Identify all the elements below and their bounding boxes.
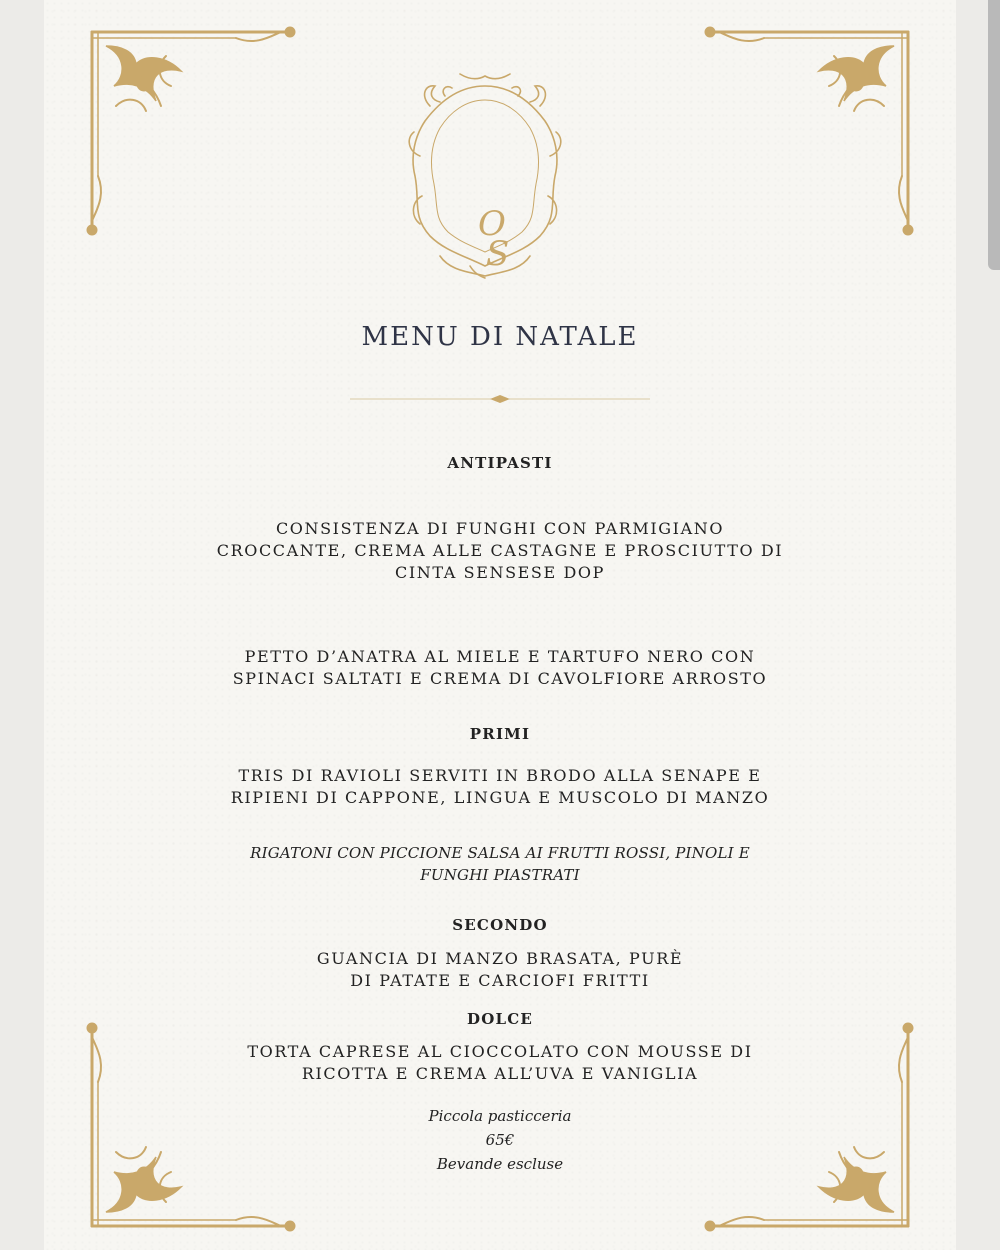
menu-title: MENU DI NATALE: [361, 322, 639, 352]
ornamental-corner-icon: [704, 26, 914, 236]
dish-line: TRIS DI RAVIOLI SERVITI IN BRODO ALLA SENAPE E: [238, 766, 762, 785]
dish-line: RICOTTA E CREMA ALL’UVA E VANIGLIA: [301, 1064, 699, 1083]
dish-antipasti-1: [0, 518, 1000, 584]
monogram-letter: S: [486, 234, 510, 274]
section-heading-dolce: DOLCE: [467, 1010, 533, 1028]
dish-line: CROCCANTE, CREMA ALLE CASTAGNE E PROSCIUTTO DI: [216, 541, 784, 560]
pastry-note: Piccola pasticceria: [428, 1107, 572, 1125]
dish-line: CINTA SENSESE DOP: [395, 563, 605, 582]
dish-line: TORTA CAPRESE AL CIOCCOLATO CON MOUSSE DI: [247, 1042, 753, 1061]
section-heading-primi: PRIMI: [469, 725, 531, 743]
dish-line: RIGATONI CON PICCIONE SALSA AI FRUTTI ROSSI, PINOLI E: [250, 844, 750, 862]
scrollbar[interactable]: [988, 0, 1000, 270]
dish-line: PETTO D’ANATRA AL MIELE E TARTUFO NERO CON: [244, 647, 756, 666]
dish-antipasti-2: [0, 646, 1000, 690]
dish-line: DI PATATE E CARCIOFI FRITTI: [350, 971, 650, 990]
price: 65€: [485, 1131, 515, 1149]
dish-line: RIPIENI DI CAPPONE, LINGUA E MUSCOLO DI MANZO: [230, 788, 770, 807]
monogram-crest-icon: [400, 66, 570, 280]
dish-line: CONSISTENZA DI FUNGHI CON PARMIGIANO: [275, 519, 725, 538]
ornamental-corner-icon: [86, 26, 296, 236]
menu-footer: [0, 1104, 1000, 1176]
section-heading-antipasti: ANTIPASTI: [447, 454, 553, 472]
divider-ornament-icon: [350, 390, 650, 402]
dish-primi-1: [0, 765, 1000, 809]
section-heading-secondo: SECONDO: [452, 916, 548, 934]
dish-dolce-1: [0, 1041, 1000, 1085]
dish-line: SPINACI SALTATI E CREMA DI CAVOLFIORE ARROSTO: [232, 669, 768, 688]
drinks-note: Bevande escluse: [436, 1155, 564, 1173]
dish-primi-2: [0, 842, 1000, 886]
dish-secondo-1: [0, 948, 1000, 992]
dish-line: FUNGHI PIASTRATI: [420, 866, 580, 884]
monogram-letter: O: [478, 204, 506, 244]
dish-line: GUANCIA DI MANZO BRASATA, PURÈ: [316, 949, 684, 968]
